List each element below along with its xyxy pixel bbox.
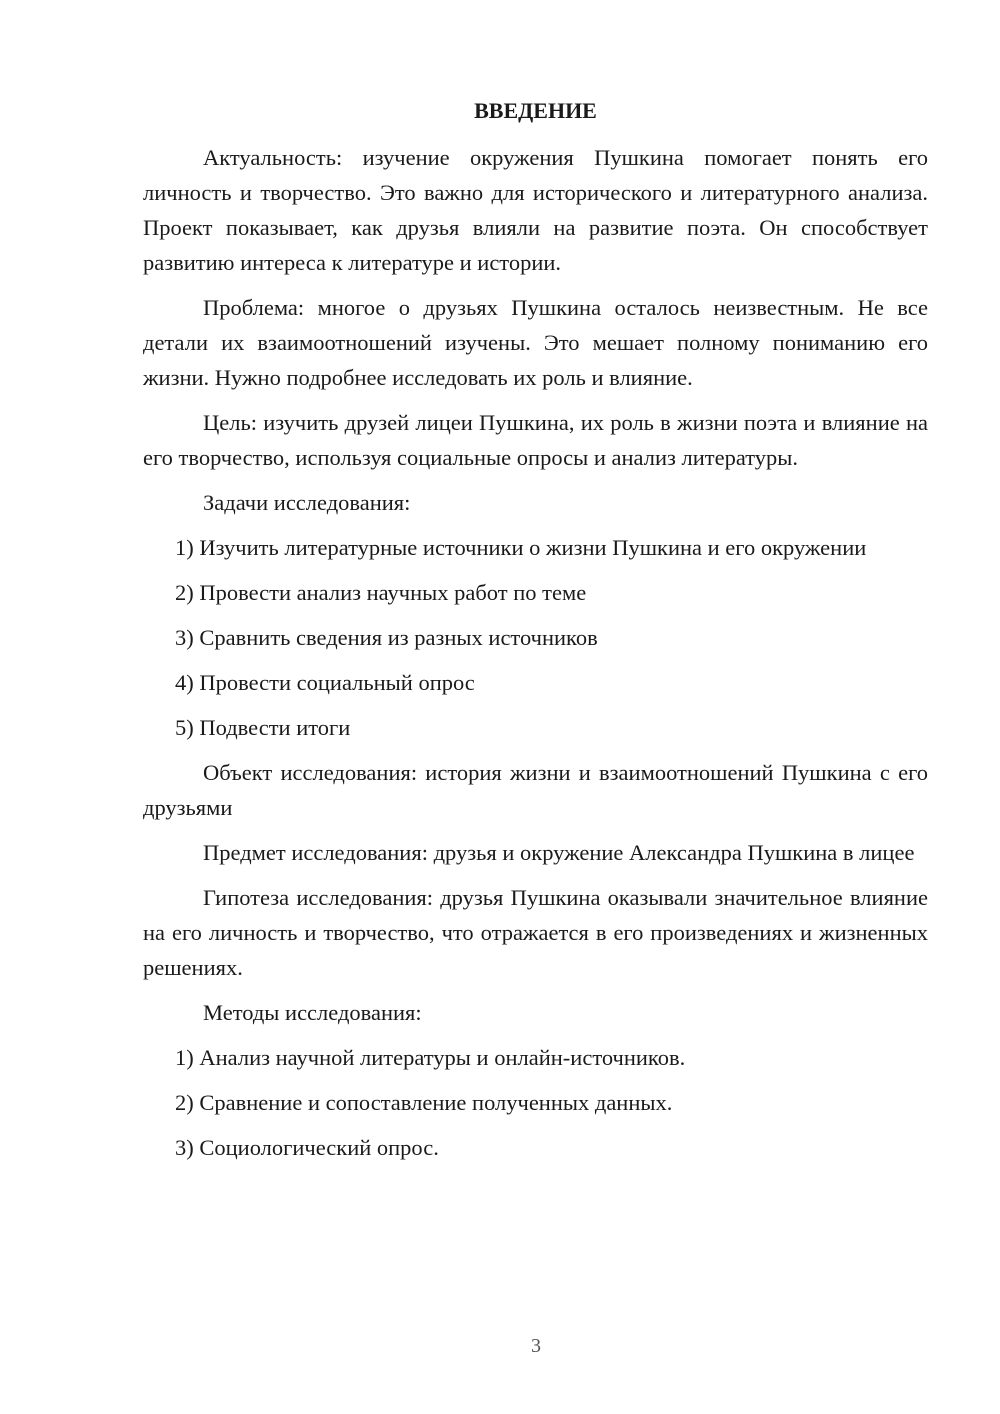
tasks-heading: Задачи исследования: <box>203 490 411 515</box>
method-item-2: 2) Сравнение и сопоставление полученных данных. <box>175 1090 673 1115</box>
methods-heading: Методы исследования: <box>203 1000 422 1025</box>
object-paragraph: Объект исследования: история жизни и взаимоотношений Пушкина с его друзьями <box>143 760 928 820</box>
task-item-3: 3) Сравнить сведения из разных источников <box>175 625 598 650</box>
task-item-4: 4) Провести социальный опрос <box>175 670 475 695</box>
task-item-1: 1) Изучить литературные источники о жизни Пушкина и его окружении <box>175 535 867 560</box>
page-number: 3 <box>531 1335 541 1357</box>
subject-paragraph: Предмет исследования: друзья и окружение Александра Пушкина в лицее <box>203 840 915 865</box>
task-item-5: 5) Подвести итоги <box>175 715 351 740</box>
relevance-paragraph: Актуальность: изучение окружения Пушкина помогает понять его личность и творчество. Это важно для исторического и литературного анализа. Проект показывает, как друзья влияли на развитие поэта. Он способствует развитию интереса к литературе и истории. <box>143 145 928 275</box>
method-item-1: 1) Анализ научной литературы и онлайн-источников. <box>175 1045 686 1070</box>
document-page <box>143 96 928 1175</box>
method-item-3: 3) Социологический опрос. <box>175 1135 439 1160</box>
goal-paragraph: Цель: изучить друзей лицеи Пушкина, их роль в жизни поэта и влияние на его творчество, используя социальные опросы и анализ литературы. <box>143 410 928 470</box>
task-item-2: 2) Провести анализ научных работ по теме <box>175 580 587 605</box>
hypothesis-paragraph: Гипотеза исследования: друзья Пушкина оказывали значительное влияние на его личность и творчество, что отражается в его произведениях и жизненных решениях. <box>143 885 928 980</box>
section-title: ВВЕДЕНИЕ <box>474 98 597 123</box>
problem-paragraph: Проблема: многое о друзьях Пушкина осталось неизвестным. Не все детали их взаимоотношений изучены. Это мешает полному пониманию его жизни. Нужно подробнее исследовать их роль и влияние. <box>143 295 928 390</box>
